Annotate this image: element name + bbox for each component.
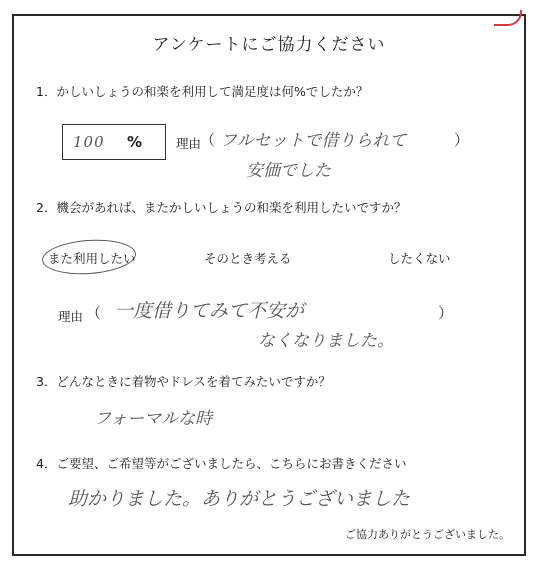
q4-answer: 助かりました。ありがとうございました [68,488,411,510]
q2-reason-line2: なくなりました。 [258,331,394,351]
corner-mark [494,10,522,26]
footer-thanks: ご協力ありがとうございました。 [345,528,510,541]
option-will-consider: そのとき考える [204,251,292,266]
q2-open-paren: （ [86,304,102,322]
q1-reason-line2: 安価でした [246,161,331,181]
q1-close-paren: ） [454,131,470,149]
survey-sheet [12,14,526,556]
option-will-not-use: したくない [388,251,451,266]
option-will-use-again: また利用したい [48,251,136,266]
survey-title: アンケートにご協力ください [152,35,386,55]
q2-reason-label: 理由 [58,309,84,324]
q1-reason-label: 理由 [176,136,202,151]
satisfaction-value: 100 [73,133,105,151]
question-1: 1．かしいしょうの和楽を利用して満足度は何%でしたか？ [36,84,369,99]
q2-close-paren: ） [438,304,454,322]
q1-reason-line1: フルセットで借りられて [220,131,407,151]
question-4: 4．ご要望、ご希望等がございましたら、こちらにお書きください [36,456,407,471]
q1-open-paren: （ [200,131,216,149]
q2-reason-line1: 一度借りてみて不安が [114,300,305,322]
q3-answer: フォーマルな時 [94,409,213,429]
satisfaction-answer-box [62,124,166,160]
question-3: 3．どんなときに着物やドレスを着てみたいですか？ [36,374,331,389]
percent-sign: % [127,133,143,151]
question-2: 2．機会があれば、またかしいしょうの和楽を利用したいですか？ [36,200,407,215]
